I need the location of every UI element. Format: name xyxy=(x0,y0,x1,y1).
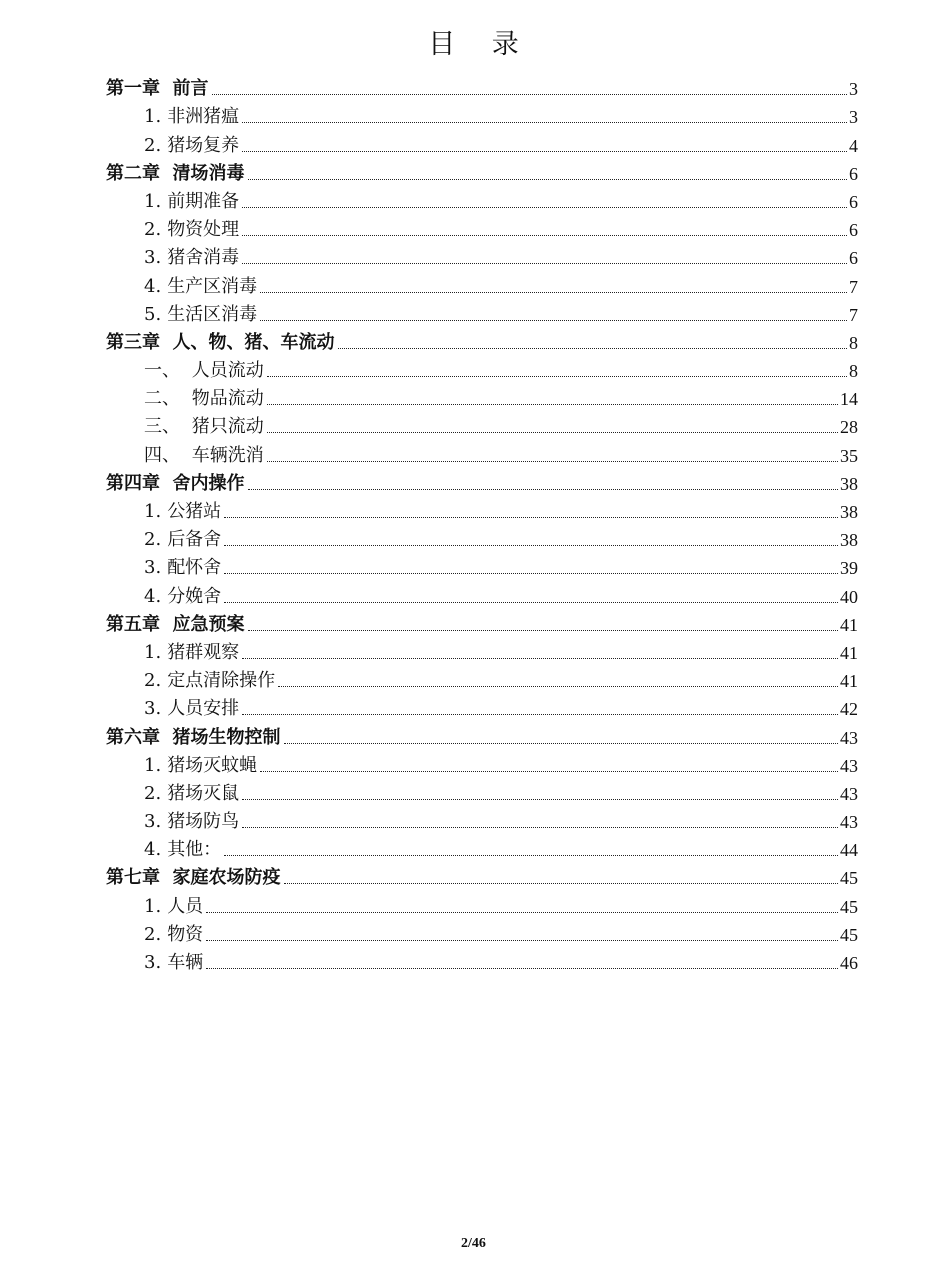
dot-leader xyxy=(260,292,847,293)
dot-leader xyxy=(206,940,838,941)
table-of-contents xyxy=(106,72,858,974)
dot-leader xyxy=(242,658,838,659)
toc-section-entry[interactable] xyxy=(106,636,858,664)
toc-section-entry[interactable] xyxy=(106,692,858,720)
toc-section-entry[interactable] xyxy=(106,269,858,297)
dot-leader xyxy=(242,207,847,208)
dot-leader xyxy=(224,517,838,518)
toc-page-number: 41 xyxy=(840,614,858,635)
toc-entry-text: 猪只流动 xyxy=(186,416,264,438)
toc-page-number: 14 xyxy=(840,389,858,410)
toc-entry-label xyxy=(106,135,239,157)
toc-page-number: 43 xyxy=(840,812,858,833)
toc-entry-number: 5. xyxy=(144,303,162,325)
toc-entry-label xyxy=(106,867,281,889)
toc-page-number: 6 xyxy=(849,163,858,184)
toc-chapter-entry[interactable] xyxy=(106,861,858,889)
toc-entry-text: 人员安排 xyxy=(167,698,240,720)
toc-page-number: 7 xyxy=(849,304,858,325)
toc-entry-number: 3. xyxy=(144,557,162,579)
toc-page-number: 43 xyxy=(840,783,858,804)
toc-entry-number: 2. xyxy=(144,670,162,692)
dot-leader xyxy=(206,968,838,969)
toc-entry-text: 人员 xyxy=(167,895,204,917)
toc-entry-text: 后备舍 xyxy=(167,529,222,551)
toc-entry-text: 第五章 应急预案 xyxy=(106,613,245,635)
toc-entry-label xyxy=(106,332,335,354)
toc-chapter-entry[interactable] xyxy=(106,326,858,354)
toc-entry-text: 猪场灭蚊蝇 xyxy=(167,754,258,776)
toc-page-number: 6 xyxy=(849,191,858,212)
toc-section-entry[interactable] xyxy=(106,523,858,551)
toc-entry-label xyxy=(106,896,203,918)
toc-entry-text: 生活区消毒 xyxy=(167,303,258,325)
toc-entry-text: 第四章 舍内操作 xyxy=(106,472,245,494)
dot-leader xyxy=(242,799,838,800)
toc-entry-text: 物资处理 xyxy=(167,219,240,241)
toc-entry-text: 物品流动 xyxy=(186,388,264,410)
dot-leader xyxy=(278,686,838,687)
toc-entry-number: 3. xyxy=(144,698,162,720)
toc-entry-label xyxy=(106,839,221,861)
toc-section-entry[interactable] xyxy=(106,833,858,861)
toc-entry-text: 前期准备 xyxy=(167,190,240,212)
toc-entry-number: 一、 xyxy=(144,360,180,382)
dot-leader xyxy=(242,151,847,152)
dot-leader xyxy=(206,912,838,913)
toc-entry-number: 1. xyxy=(144,641,162,663)
toc-page-number: 8 xyxy=(849,332,858,353)
toc-entry-label xyxy=(106,445,264,467)
dot-leader xyxy=(248,630,838,631)
toc-entry-number: 3. xyxy=(144,811,162,833)
toc-entry-label xyxy=(106,698,239,720)
toc-entry-text: 第二章 清场消毒 xyxy=(106,162,245,184)
toc-page-number: 35 xyxy=(840,445,858,466)
toc-entry-label xyxy=(106,586,221,608)
toc-entry-number: 1. xyxy=(144,754,162,776)
toc-section-entry[interactable] xyxy=(106,777,858,805)
toc-page-number: 43 xyxy=(840,727,858,748)
dot-leader xyxy=(224,545,838,546)
toc-section-entry[interactable] xyxy=(106,128,858,156)
toc-chapter-entry[interactable] xyxy=(106,72,858,100)
toc-entry-label xyxy=(106,529,221,551)
toc-entry-text: 第一章 前言 xyxy=(106,78,209,100)
dot-leader xyxy=(224,855,838,856)
dot-leader xyxy=(260,320,847,321)
toc-entry-label xyxy=(106,670,275,692)
toc-page-number: 38 xyxy=(840,530,858,551)
toc-entry-number: 2. xyxy=(144,529,162,551)
toc-section-entry[interactable] xyxy=(106,213,858,241)
dot-leader xyxy=(242,827,838,828)
toc-page-number: 28 xyxy=(840,417,858,438)
dot-leader xyxy=(212,94,847,95)
dot-leader xyxy=(260,771,838,772)
toc-section-entry[interactable] xyxy=(106,382,858,410)
toc-entry-label xyxy=(106,642,239,664)
toc-entry-label xyxy=(106,501,221,523)
toc-page-number: 4 xyxy=(849,135,858,156)
dot-leader xyxy=(224,573,838,574)
toc-page-number: 38 xyxy=(840,502,858,522)
dot-leader xyxy=(242,235,847,236)
toc-section-entry[interactable] xyxy=(106,749,858,777)
toc-entry-label xyxy=(106,360,264,382)
dot-leader xyxy=(242,714,838,715)
toc-page-number: 45 xyxy=(840,868,858,889)
toc-entry-label xyxy=(106,924,203,946)
toc-entry-number: 3. xyxy=(144,247,162,269)
toc-entry-number: 2. xyxy=(144,923,162,945)
toc-page-number: 46 xyxy=(840,953,858,973)
toc-entry-label xyxy=(106,755,257,777)
toc-entry-text: 配怀舍 xyxy=(167,557,222,579)
toc-section-entry[interactable] xyxy=(106,889,858,917)
toc-entry-number: 4. xyxy=(144,275,162,297)
toc-entry-label xyxy=(106,388,264,410)
toc-entry-number: 3. xyxy=(144,952,162,973)
dot-leader xyxy=(284,743,838,744)
toc-section-entry[interactable] xyxy=(106,185,858,213)
toc-page-number: 42 xyxy=(840,699,858,720)
toc-entry-label xyxy=(106,78,209,100)
dot-leader xyxy=(338,348,847,349)
toc-entry-label xyxy=(106,952,203,974)
toc-entry-text: 猪舍消毒 xyxy=(167,247,240,269)
dot-leader xyxy=(267,461,838,462)
toc-entry-number: 四、 xyxy=(144,444,180,466)
toc-entry-number: 二、 xyxy=(144,388,180,410)
toc-entry-number: 4. xyxy=(144,585,162,607)
toc-entry-label xyxy=(106,219,239,241)
toc-entry-text: 物资 xyxy=(167,923,204,945)
toc-page-number: 8 xyxy=(849,361,858,382)
toc-entry-text: 车辆洗消 xyxy=(186,444,264,466)
toc-page-number: 39 xyxy=(840,558,858,579)
dot-leader xyxy=(267,432,838,433)
toc-entry-text: 第三章 人、物、猪、车流动 xyxy=(106,331,335,353)
toc-entry-label xyxy=(106,811,239,833)
toc-entry-text: 生产区消毒 xyxy=(167,275,258,297)
toc-page-number: 41 xyxy=(840,671,858,692)
dot-leader xyxy=(267,376,847,377)
toc-section-entry[interactable] xyxy=(106,241,858,269)
toc-page-number: 43 xyxy=(840,755,858,776)
toc-entry-number: 1. xyxy=(144,895,162,917)
toc-page-number: 3 xyxy=(849,107,858,128)
toc-section-entry[interactable] xyxy=(106,298,858,326)
toc-entry-number: 三、 xyxy=(144,416,180,438)
toc-chapter-entry[interactable] xyxy=(106,608,858,636)
toc-section-entry[interactable] xyxy=(106,438,858,466)
toc-section-entry[interactable] xyxy=(106,664,858,692)
toc-section-entry[interactable] xyxy=(106,918,858,946)
toc-entry-label xyxy=(106,276,257,298)
toc-entry-text: 分娩舍 xyxy=(167,585,222,607)
toc-entry-label xyxy=(106,614,245,636)
toc-entry-text: 其他： xyxy=(167,839,222,861)
toc-entry-label xyxy=(106,247,239,269)
toc-entry-text: 猪场灭鼠 xyxy=(167,782,240,804)
toc-chapter-entry[interactable] xyxy=(106,720,858,748)
toc-section-entry[interactable] xyxy=(106,354,858,382)
toc-entry-label xyxy=(106,163,245,185)
toc-entry-label xyxy=(106,106,239,128)
toc-entry-label xyxy=(106,727,281,749)
toc-entry-text: 定点清除操作 xyxy=(167,670,276,692)
toc-entry-number: 4. xyxy=(144,839,162,861)
toc-page-number: 41 xyxy=(840,642,858,663)
toc-entry-text: 公猪站 xyxy=(167,501,222,522)
toc-entry-label xyxy=(106,191,239,213)
toc-entry-text: 猪场复养 xyxy=(167,134,240,156)
toc-chapter-entry[interactable] xyxy=(106,467,858,495)
toc-section-entry[interactable] xyxy=(106,100,858,128)
dot-leader xyxy=(242,122,847,123)
toc-entry-number: 2. xyxy=(144,134,162,156)
toc-section-entry[interactable] xyxy=(106,551,858,579)
toc-entry-text: 非洲猪瘟 xyxy=(167,106,240,128)
toc-entry-label xyxy=(106,473,245,495)
toc-page-number: 6 xyxy=(849,248,858,269)
toc-page-number: 38 xyxy=(840,473,858,494)
toc-entry-number: 1. xyxy=(144,501,162,522)
toc-page-number: 45 xyxy=(840,924,858,945)
toc-entry-number: 1. xyxy=(144,190,162,212)
toc-entry-label xyxy=(106,783,239,805)
toc-entry-number: 1. xyxy=(144,106,162,128)
dot-leader xyxy=(284,883,838,884)
dot-leader xyxy=(267,404,838,405)
dot-leader xyxy=(248,489,838,490)
toc-entry-number: 2. xyxy=(144,782,162,804)
toc-title: 目 录 xyxy=(428,29,533,60)
toc-section-entry[interactable] xyxy=(106,495,858,523)
toc-page-number: 6 xyxy=(849,220,858,241)
page-number-footer: 2/46 xyxy=(461,1236,486,1251)
toc-entry-text: 人员流动 xyxy=(186,360,264,382)
toc-entry-label xyxy=(106,416,264,438)
dot-leader xyxy=(242,263,847,264)
toc-entry-number: 2. xyxy=(144,219,162,241)
toc-page-number: 44 xyxy=(840,840,858,861)
toc-chapter-entry[interactable] xyxy=(106,157,858,185)
toc-page-number: 45 xyxy=(840,896,858,917)
dot-leader xyxy=(224,602,838,603)
toc-section-entry[interactable] xyxy=(106,805,858,833)
toc-page-number: 7 xyxy=(849,276,858,297)
toc-page-number: 3 xyxy=(849,79,858,100)
toc-section-entry[interactable] xyxy=(106,946,858,974)
toc-page-number: 40 xyxy=(840,586,858,607)
dot-leader xyxy=(248,179,847,180)
toc-entry-label xyxy=(106,557,221,579)
toc-entry-text: 第七章 家庭农场防疫 xyxy=(106,867,281,889)
toc-entry-text: 猪群观察 xyxy=(167,641,240,663)
toc-entry-text: 第六章 猪场生物控制 xyxy=(106,726,281,748)
toc-section-entry[interactable] xyxy=(106,579,858,607)
toc-entry-text: 车辆 xyxy=(167,952,204,973)
toc-entry-text: 猪场防鸟 xyxy=(167,811,240,833)
toc-section-entry[interactable] xyxy=(106,410,858,438)
toc-entry-label xyxy=(106,304,257,326)
